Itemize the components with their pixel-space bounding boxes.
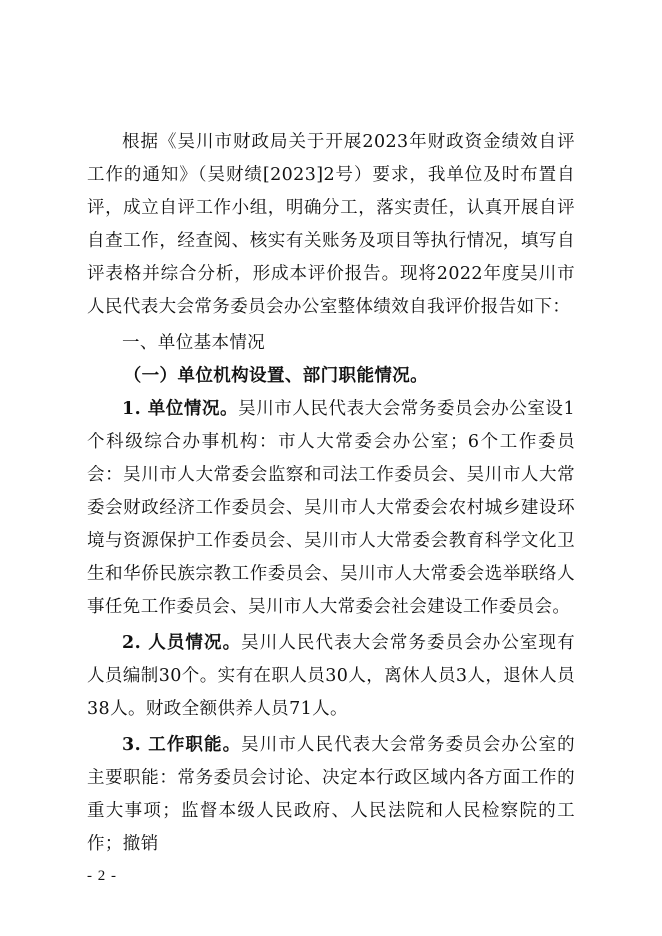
section-heading: 一、单位基本情况 <box>122 333 266 353</box>
unit-situation-paragraph <box>87 393 575 624</box>
subsection-heading: （一）单位机构设置、部门职能情况。 <box>123 366 429 386</box>
intro-paragraph: 根据《吴川市财政局关于开展2023年财政资金绩效自评工作的通知》（吴财绩[2023]2号）要求，我单位及时布置自评，成立自评工作小组，明确分工，落实责任，认真开展自评自查工作，经查阅、核实有关账务及项目等执行情况，填写自评表格并综合分析，形成本评价报告。现将2022年度吴川市人民代表大会常务委员会办公室整体绩效自我评价报告如下： <box>87 132 575 317</box>
work-function-lead: 3. 工作职能。 <box>122 735 242 755</box>
unit-situation-lead: 1. 单位情况。 <box>122 399 239 419</box>
staff-situation-paragraph <box>87 627 575 726</box>
staff-situation-lead: 2. 人员情况。 <box>122 633 242 653</box>
staff-situation-text: 吴川人民代表大会常务委员会办公室现有人员编制30个。实有在职人员30人，离休人员3人，退休人员38人。财政全额供养人员71人。 <box>87 633 576 719</box>
work-function-text: 吴川市人民代表大会常务委员会办公室的主要职能：常务委员会讨论、决定本行政区域内各方面工作的重大事项；监督本级人民政府、人民法院和人民检察院的工作；撤销 <box>87 735 576 854</box>
document-body <box>87 126 575 861</box>
unit-situation-text: 吴川市人民代表大会常务委员会办公室设1个科级综合办事机构：市人大常委会办公室；6个工作委员会：吴川市人大常委会监察和司法工作委员会、吴川市人大常委会财政经济工作委员会、吴川市人大常委会农村城乡建设环境与资源保护工作委员会、吴川市人大常委会教育科学文化卫生和华侨民族宗教工作委员会、吴川市人大常委会选举联络人事任免工作委员会、吴川市人大常委会社会建设工作委员会。 <box>87 399 576 617</box>
work-function-paragraph <box>87 729 575 861</box>
page-number: - 2 - <box>87 868 117 884</box>
